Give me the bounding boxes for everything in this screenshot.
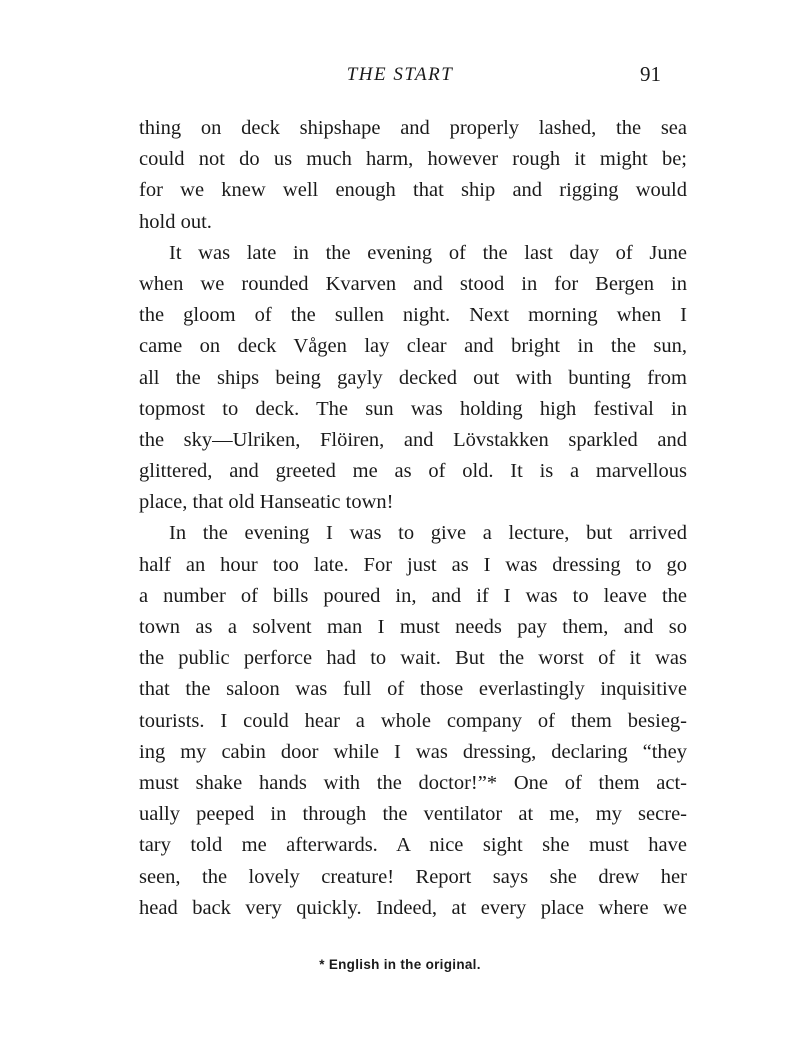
text-line: the sky—Ulriken, Flöiren, and Lövstakken sparkled and — [139, 428, 687, 451]
text-line: In the evening I was to give a lecture, but arrived — [169, 522, 687, 545]
paragraph — [139, 238, 687, 519]
text-line: came on deck Vågen lay clear and bright in the sun, — [139, 335, 687, 358]
text-line: must shake hands with the doctor!”* One of them act- — [139, 771, 687, 794]
footnote: * English in the original. — [319, 957, 481, 972]
text-line: topmost to deck. The sun was holding high festival in — [139, 397, 687, 420]
text-line: tary told me afterwards. A nice sight she must have — [139, 834, 687, 857]
text-line: It was late in the evening of the last day of June — [169, 241, 687, 264]
page-number: 91 — [640, 62, 661, 86]
text-line: seen, the lovely creature! Report says she drew her — [139, 865, 687, 888]
text-line: a number of bills poured in, and if I was to leave the — [139, 584, 687, 607]
text-line: town as a solvent man I must needs pay them, and so — [139, 616, 687, 638]
body-text — [139, 113, 687, 924]
text-line: thing on deck shipshape and properly lashed, the sea — [139, 117, 687, 139]
text-line: could not do us much harm, however rough it might be; — [139, 148, 687, 171]
text-line: glittered, and greeted me as of old. It is a marvellous — [139, 460, 687, 483]
text-line: for we knew well enough that ship and rigging would — [139, 179, 687, 202]
text-line: the public perforce had to wait. But the worst of it was — [139, 647, 687, 670]
running-head — [0, 60, 800, 90]
text-line: place, that old Hanseatic town! — [139, 491, 394, 514]
text-line: half an hour too late. For just as I was dressing to go — [139, 553, 687, 576]
text-line: the gloom of the sullen night. Next morning when I — [139, 304, 687, 327]
paragraph — [139, 518, 687, 923]
text-line: all the ships being gayly decked out with bunting from — [139, 366, 687, 389]
paragraph — [139, 113, 687, 238]
running-title: THE START — [346, 64, 454, 85]
text-line: ing my cabin door while I was dressing, declaring “they — [139, 740, 687, 763]
text-line: head back very quickly. Indeed, at every place where we — [139, 896, 687, 919]
text-line: ually peeped in through the ventilator at me, my secre- — [139, 803, 687, 826]
text-line: hold out. — [139, 210, 212, 233]
text-line: tourists. I could hear a whole company of them besieg- — [139, 709, 687, 732]
text-line: when we rounded Kvarven and stood in for Bergen in — [139, 272, 687, 295]
text-line: that the saloon was full of those everlastingly inquisitive — [139, 678, 687, 701]
